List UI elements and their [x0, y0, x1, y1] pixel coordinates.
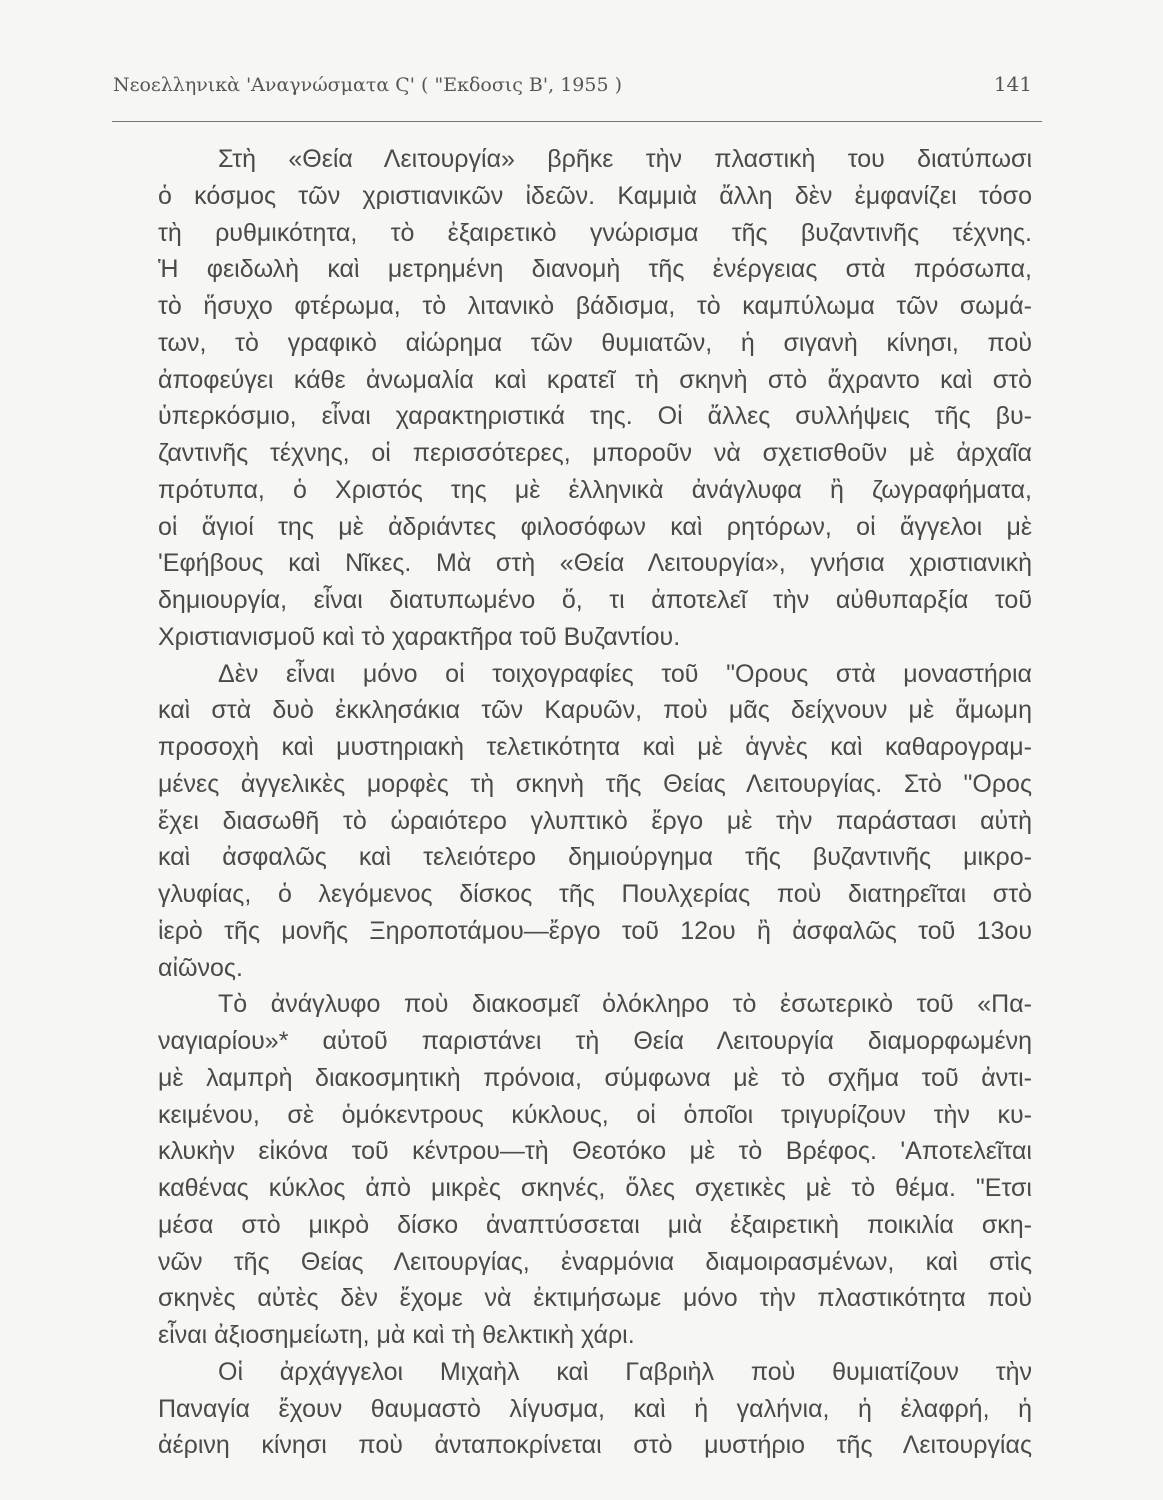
text-line: νῶν τῆς Θείας Λειτουργίας, ἐναρμόνια διαμοιρασμένων, καὶ στὶς — [158, 1247, 1032, 1276]
text-line: ἱερὸ τῆς μονῆς Ξηροποτάμου—ἔργο τοῦ 12ου ἢ ἀσφαλῶς τοῦ 13ου — [158, 916, 1032, 945]
header-rule — [112, 121, 1042, 122]
text-line: κλυκὴν εἰκόνα τοῦ κέντρου—τὴ Θεοτόκο μὲ τὸ Βρέφος. 'Αποτελεῖται — [158, 1137, 1032, 1166]
paragraph — [158, 141, 1032, 656]
text-line: καὶ ἀσφαλῶς καὶ τελειότερο δημιούργημα τῆς βυζαντινῆς μικρο- — [158, 843, 1032, 872]
text-line: εἶναι ἀξιοσημείωτη, μὰ καὶ τὴ θελκτικὴ χάρι. — [158, 1321, 635, 1349]
text-line: προσοχὴ καὶ μυστηριακὴ τελετικότητα καὶ μὲ ἁγνὲς καὶ καθαρογραμ- — [158, 733, 1032, 761]
text-line: τὴ ρυθμικότητα, τὸ ἐξαιρετικὸ γνώρισμα τῆς βυζαντινῆς τέχνης. — [158, 218, 1032, 247]
text-line: καθένας κύκλος ἀπὸ μικρὲς σκηνές, ὅλες σχετικὲς μὲ τὸ θέμα. "Ετσι — [158, 1174, 1032, 1202]
running-head — [113, 72, 1040, 96]
text-line: ἀποφεύγει κάθε ἀνωμαλία καὶ κρατεῖ τὴ σκηνὴ στὸ ἄχραντο καὶ στὸ — [158, 365, 1032, 394]
text-line: κειμένου, σὲ ὁμόκεντρους κύκλους, οἱ ὁποῖοι τριγυρίζουν τὴν κυ- — [158, 1100, 1032, 1129]
paragraph — [158, 986, 1032, 1354]
text-line: Χριστιανισμοῦ καὶ τὸ χαρακτῆρα τοῦ Βυζαντίου. — [158, 622, 681, 651]
paragraph — [158, 1354, 1032, 1464]
text-line: καὶ στὰ δυὸ ἐκκλησάκια τῶν Καρυῶν, ποὺ μᾶς δείχνουν μὲ ἄμωμη — [158, 696, 1032, 725]
text-line: Τὸ ἀνάγλυφο ποὺ διακοσμεῖ ὁλόκληρο τὸ ἐσωτερικὸ τοῦ «Πα- — [218, 990, 1032, 1019]
text-line: ἀέρινη κίνησι ποὺ ἀνταποκρίνεται στὸ μυστήριο τῆς Λειτουργίας — [158, 1431, 1032, 1460]
text-line: αἰῶνος. — [158, 953, 243, 982]
text-line: Στὴ «Θεία Λειτουργία» βρῆκε τὴν πλαστικὴ του διατύπωσι — [218, 145, 1032, 173]
text-line: ἔχει διασωθῆ τὸ ὡραιότερο γλυπτικὸ ἔργο μὲ τὴν παράστασι αὐτὴ — [158, 806, 1032, 835]
text-line: μένες ἀγγελικὲς μορφὲς τὴ σκηνὴ τῆς Θείας Λειτουργίας. Στὸ "Ορος — [158, 769, 1032, 798]
text-line: ὑπερκόσμιο, εἶναι χαρακτηριστικά της. Οἱ ἄλλες συλλήψεις τῆς βυ- — [158, 402, 1032, 431]
text-line: των, τὸ γραφικὸ αἰώρημα τῶν θυμιατῶν, ἡ σιγανὴ κίνησι, ποὺ — [158, 328, 1032, 357]
running-head-title: Νεοελληνικὰ 'Αναγνώσματα Ϛ' ( "Εκδοσις Β', 1955 ) — [113, 74, 623, 96]
text-line: δημιουργία, εἶναι διατυπωμένο ὅ, τι ἀποτελεῖ τὴν αὐθυπαρξία τοῦ — [158, 586, 1032, 614]
text-line: ζαντινῆς τέχνης, οἱ περισσότερες, μποροῦν νὰ σχετισθοῦν μὲ ἀρχαῖα — [158, 439, 1032, 467]
text-line: Οἱ ἀρχάγγελοι Μιχαὴλ καὶ Γαβριὴλ ποὺ θυμιατίζουν τὴν — [218, 1357, 1032, 1386]
text-line: μὲ λαμπρὴ διακοσμητικὴ πρόνοια, σύμφωνα μὲ τὸ σχῆμα τοῦ ἀντι- — [158, 1063, 1032, 1092]
text-line: τὸ ἥσυχο φτέρωμα, τὸ λιτανικὸ βάδισμα, τὸ καμπύλωμα τῶν σωμά- — [158, 292, 1032, 320]
text-line: Δὲν εἶναι μόνο οἱ τοιχογραφίες τοῦ "Ορους στὰ μοναστήρια — [218, 659, 1032, 688]
text-line: σκηνὲς αὐτὲς δὲν ἔχομε νὰ ἐκτιμήσωμε μόνο τὴν πλαστικότητα ποὺ — [158, 1284, 1032, 1313]
text-line: μέσα στὸ μικρὸ δίσκο ἀναπτύσσεται μιὰ ἐξαιρετικὴ ποικιλία σκη- — [158, 1210, 1032, 1239]
text-line: ὁ κόσμος τῶν χριστιανικῶν ἰδεῶν. Καμμιὰ ἄλλη δὲν ἐμφανίζει τόσο — [158, 181, 1032, 210]
body-text — [158, 141, 1032, 1464]
text-line: ναγιαρίου»* αὐτοῦ παριστάνει τὴ Θεία Λειτουργία διαμορφωμένη — [158, 1027, 1032, 1055]
text-line: οἱ ἅγιοί της μὲ ἀδριάντες φιλοσόφων καὶ ρητόρων, οἱ ἄγγελοι μὲ — [158, 512, 1032, 541]
paragraph — [158, 656, 1032, 987]
text-line: γλυφίας, ὁ λεγόμενος δίσκος τῆς Πουλχερίας ποὺ διατηρεῖται στὸ — [158, 880, 1032, 908]
text-line: Ἡ φειδωλὴ καὶ μετρημένη διανομὴ τῆς ἐνέργειας στὰ πρόσωπα, — [158, 255, 1032, 284]
page-number: 141 — [993, 72, 1032, 96]
text-line: 'Εφήβους καὶ Νῖκες. Μὰ στὴ «Θεία Λειτουργία», γνήσια χριστιανικὴ — [158, 549, 1032, 578]
text-line: Παναγία ἔχουν θαυμαστὸ λίγυσμα, καὶ ἡ γαλήνια, ἡ ἐλαφρή, ἡ — [158, 1394, 1032, 1423]
text-line: πρότυπα, ὁ Χριστός της μὲ ἑλληνικὰ ἀνάγλυφα ἢ ζωγραφήματα, — [158, 475, 1032, 504]
